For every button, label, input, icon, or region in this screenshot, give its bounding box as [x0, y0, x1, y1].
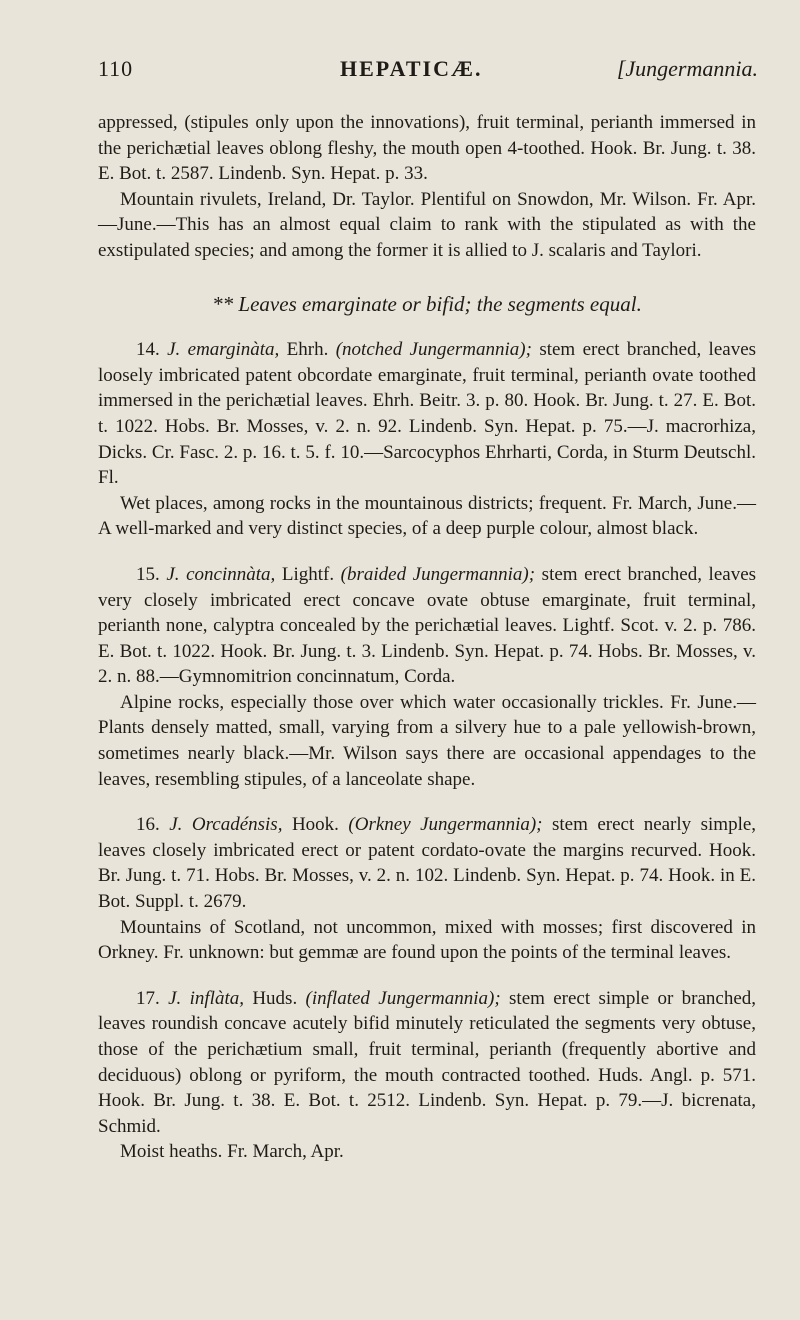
species-author: Ehrh.	[286, 339, 329, 361]
species-name: J. concinnàta,	[166, 563, 276, 585]
species-diagnosis	[98, 562, 756, 690]
page-number: 110	[98, 56, 134, 81]
species-diagnosis	[98, 812, 756, 914]
species-description: stem erect branched, leaves very closely imbricated erect concave ovate obtuse emarginate, fruit terminal, perianth none, calyptra concealed by the perichætial leaves. Lightf. Scot. v. 2. p. 786. E. Bot. t. 1022. Hook. Br. Jung. t. 3. Lindenb. Syn. Hepat. p. 74. Hobs. Br. Mosses, v. 2. n. 88.—Gymnomitrion concinnatum, Corda.	[98, 563, 757, 688]
species-entry	[98, 337, 756, 542]
species-entry	[98, 562, 756, 792]
species-name: J. emarginàta,	[167, 339, 280, 361]
section-heading: ** Leaves emarginate or bifid; the segments equal.	[212, 291, 642, 316]
species-author: Hook.	[291, 814, 339, 836]
species-entry	[98, 812, 756, 966]
species-name: J. inflàta,	[168, 987, 244, 1009]
species-author: Lightf.	[281, 563, 335, 585]
species-name: J. Orcadénsis,	[169, 814, 283, 836]
species-entry	[98, 986, 756, 1165]
species-diagnosis	[98, 337, 756, 491]
species-habitat: Wet places, among rocks in the mountainous districts; frequent. Fr. March, June.—A well-marked and very distinct species, of a deep purple colour, almost black.	[98, 492, 756, 540]
continued-description: appressed, (stipules only upon the innovations), fruit terminal, perianth immersed in the perichætial leaves oblong fleshy, the mouth open 4-toothed. Hook. Br. Jung. t. 38. E. Bot. t. 2587. Lindenb. Syn. Hepat. p. 33.	[98, 112, 756, 185]
running-title: HEPATICÆ.	[340, 56, 483, 81]
continued-habitat: Mountain rivulets, Ireland, Dr. Taylor. Plentiful on Snowdon, Mr. Wilson. Fr. Apr.—June.—This has an almost equal claim to rank with the stipulated as with the exstipulated species; and among the former it is allied to J. scalaris and Taylori.	[98, 188, 756, 261]
species-number: 15.	[136, 563, 160, 585]
species-habitat: Alpine rocks, especially those over which water occasionally trickles. Fr. June.—Plants densely matted, small, varying from a silvery hue to a pale yellowish-brown, sometimes nearly black.—Mr. Wilson says there are occasional appendages to the leaves, resembling stipules, of a lanceolate shape.	[98, 691, 756, 790]
species-habitat: Mountains of Scotland, not uncommon, mixed with mosses; first discovered in Orkney. Fr. unknown: but gemmæ are found upon the points of the terminal leaves.	[98, 916, 756, 964]
species-number: 17.	[136, 987, 160, 1009]
body-text	[98, 110, 756, 1165]
species-diagnosis	[98, 986, 756, 1140]
species-common-name: (braided Jungermannia);	[340, 563, 536, 585]
species-common-name: (Orkney Jungermannia);	[348, 814, 543, 836]
species-common-name: (inflated Jungermannia);	[305, 987, 501, 1009]
species-habitat: Moist heaths. Fr. March, Apr.	[120, 1141, 344, 1163]
running-genus: [Jungermannia.	[616, 56, 758, 81]
species-author: Huds.	[252, 987, 298, 1009]
species-common-name: (notched Jungermannia);	[335, 339, 532, 361]
species-description: stem erect simple or branched, leaves roundish concave acutely bifid minutely reticulated the segments very obtuse, those of the perichætium small, fruit terminal, perianth (frequently abortive and deciduous) oblong or pyriform, the mouth contracted toothed. Huds. Angl. p. 571. Hook. Br. Jung. t. 38. E. Bot. t. 2512. Lindenb. Syn. Hepat. p. 79.—J. bicrenata, Schmid.	[98, 987, 757, 1137]
species-description: stem erect branched, leaves loosely imbricated patent obcordate emarginate, fruit terminal, perianth ovate toothed immersed in the perichætial leaves. Ehrh. Beitr. 3. p. 80. Hook. Br. Jung. t. 27. E. Bot. t. 1022. Hobs. Br. Mosses, v. 2. n. 92. Lindenb. Syn. Hepat. p. 75.—J. macrorhiza, Dicks. Cr. Fasc. 2. p. 16. t. 5. f. 10.—Sarcocyphos Ehrharti, Corda, in Sturm Deutschl. Fl.	[98, 339, 757, 489]
species-number: 16.	[136, 814, 160, 836]
species-description: stem erect nearly simple, leaves closely imbricated erect or patent cordato-ovate the margins recurved. Hook. Br. Jung. t. 71. Hobs. Br. Mosses, v. 2. n. 102. Lindenb. Syn. Hepat. p. 74. Hook. in E. Bot. Suppl. t. 2679.	[98, 814, 757, 913]
running-head	[98, 56, 758, 90]
species-number: 14.	[136, 339, 160, 361]
continued-entry	[98, 110, 756, 264]
